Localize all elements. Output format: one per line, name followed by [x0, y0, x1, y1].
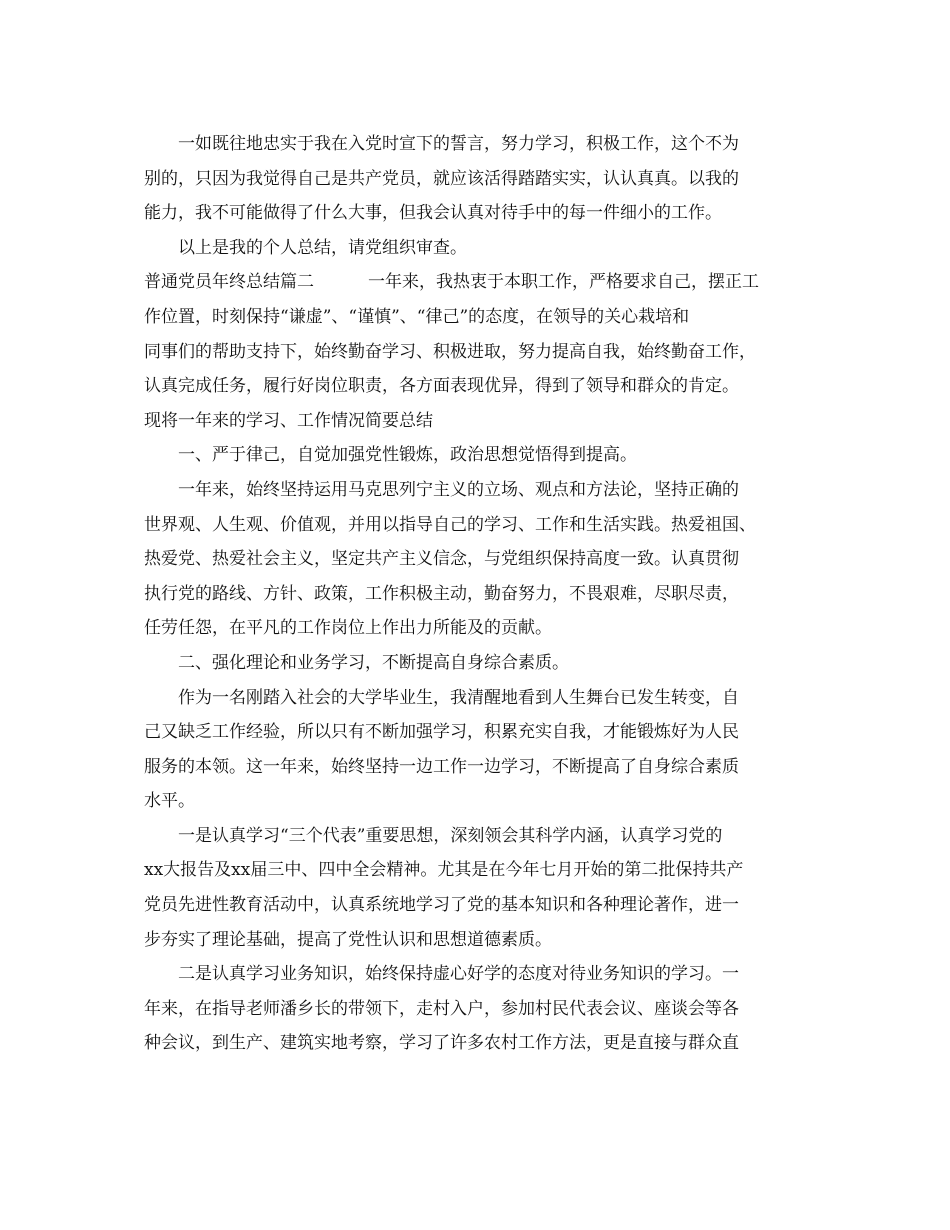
paragraph-9 — [144, 957, 804, 1061]
text-line: 党员先进性教育活动中，认真系统地学习了党的基本知识和各种理论著作，进一 — [144, 895, 739, 916]
text-line: 同事们的帮助支持下，始终勤奋学习、积极进取，努力提高自我，始终勤奋工作， — [144, 341, 756, 362]
subheading-line: 一、严于律己，自觉加强党性锻炼，政治思想觉悟得到提高。 — [178, 445, 637, 466]
paragraph-5 — [144, 473, 804, 646]
text-line: 能力，我不可能做得了什么大事，但我会认真对待手中的每一件细小的工作。 — [144, 203, 722, 224]
text-line: 步夯实了理论基础，提高了党性认识和思想道德素质。 — [144, 929, 552, 950]
paragraph-7 — [144, 681, 804, 819]
text-line: 任劳任怨，在平凡的工作岗位上作出力所能及的贡献。 — [144, 618, 552, 639]
subheading-line: 二、强化理论和业务学习，不断提高自身综合素质。 — [178, 652, 569, 673]
text-line: 执行党的路线、方针、政策，工作积极主动，勤奋努力，不畏艰难，尽职尽责， — [144, 583, 739, 604]
text-line: 作为一名刚踏入社会的大学毕业生，我清醒地看到人生舞台已发生转变，自 — [178, 687, 739, 708]
text-line: 种会议，到生产、建筑实地考察，学习了许多农村工作方法，更是直接与群众直 — [144, 1033, 739, 1054]
paragraph-1 — [144, 127, 804, 231]
text-line: 一年来，始终坚持运用马克思列宁主义的立场、观点和方法论，坚持正确的 — [178, 479, 739, 500]
paragraph-3 — [144, 265, 804, 438]
text-line: 水平。 — [144, 791, 195, 812]
text-line: 己又缺乏工作经验，所以只有不断加强学习，积累充实自我，才能锻炼好为人民 — [144, 722, 739, 743]
text-line: 作位置，时刻保持“谦虚”、“谨慎”、“律己”的态度，在领导的关心栽培和 — [144, 306, 690, 327]
section-heading: 普通党员年终总结篇二 — [144, 272, 314, 293]
paragraph-8 — [144, 819, 804, 957]
text-line: 服务的本领。这一年来，始终坚持一边工作一边学习，不断提高了自身综合素质 — [144, 756, 739, 777]
text-line: 一如既往地忠实于我在入党时宣下的誓言，努力学习，积极工作，这个不为 — [178, 134, 739, 154]
text-line: 以上是我的个人总结，请党组织审查。 — [178, 237, 467, 258]
document-body — [144, 127, 804, 1061]
paragraph-6 — [144, 646, 804, 681]
text-line: 认真完成任务，履行好岗位职责，各方面表现优异，得到了领导和群众的肯定。 — [144, 376, 739, 397]
text-line: 别的，只因为我觉得自己是共产党员，就应该活得踏踏实实，认认真真。以我的 — [144, 168, 739, 189]
text-line: 热爱党、热爱社会主义，坚定共产主义信念，与党组织保持高度一致。认真贯彻 — [144, 549, 739, 570]
text-line: 现将一年来的学习、工作情况简要总结 — [144, 410, 433, 431]
text-line: 二是认真学习业务知识，始终保持虚心好学的态度对待业务知识的学习。一 — [178, 964, 739, 985]
text-line: 年来，在指导老师潘乡长的带领下，走村入户，参加村民代表会议、座谈会等各 — [144, 998, 739, 1019]
paragraph-4 — [144, 438, 804, 473]
text-line: xx大报告及xx届三中、四中全会精神。尤其是在今年七月开始的第二批保持共产 — [144, 860, 744, 881]
paragraph-2 — [144, 231, 804, 266]
text-line: 世界观、人生观、价值观，并用以指导自己的学习、工作和生活实践。热爱祖国、 — [144, 514, 756, 535]
text-run: 一年来，我热衷于本职工作，严格要求自己，摆正工 — [368, 272, 759, 293]
heading-line — [144, 265, 804, 300]
text-line: 一是认真学习“三个代表”重要思想，深刻领会其科学内涵，认真学习党的 — [178, 825, 723, 846]
